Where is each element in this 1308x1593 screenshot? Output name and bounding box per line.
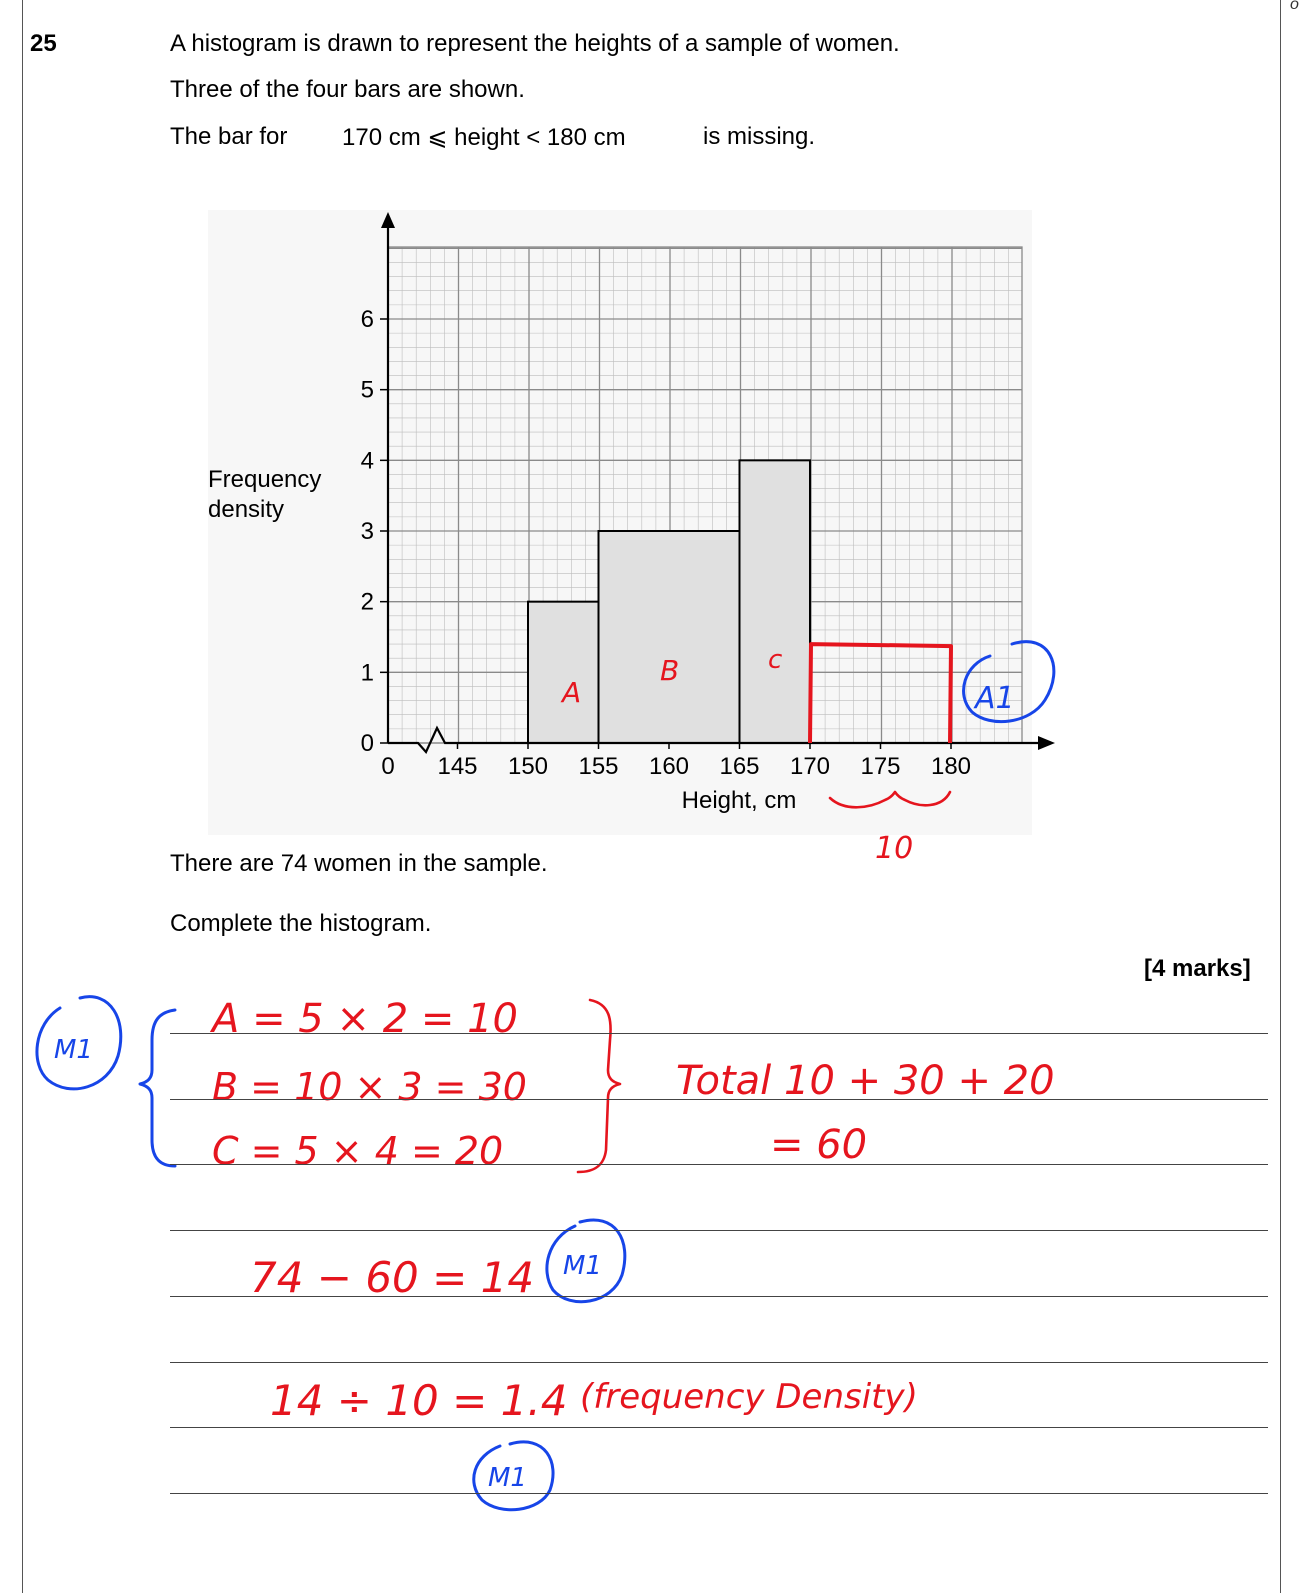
histogram-bar-b [599,531,740,743]
answer-line-7[interactable] [170,1427,1268,1428]
y-tick-label: 3 [360,518,374,545]
histogram-bar-a [528,602,599,743]
x-tick-label: 155 [578,753,619,780]
x-axis-arrow [1038,736,1055,750]
x-tick-label: 170 [789,753,831,780]
x-tick-labels [381,743,971,780]
question-line-1: A histogram is drawn to represent the heights of a sample of women. [170,30,900,57]
question-line-2: Three of the four bars are shown. [170,76,525,103]
y-tick-label: 0 [360,730,374,757]
answer-line-2[interactable] [170,1099,1268,1100]
y-tick-label: 4 [360,447,374,475]
m1-mark-2: M1 [563,1251,602,1281]
corner-mark: o [1290,0,1299,13]
density-note: (frequency Density) [580,1377,918,1417]
answer-line-6[interactable] [170,1362,1268,1363]
question-number: 25 [30,30,57,57]
x-tick-label: 150 [507,753,549,780]
y-tick-label: 5 [360,376,374,404]
marks-label: [4 marks] [1144,955,1251,982]
answer-line-5[interactable] [170,1296,1268,1297]
sample-size-text: There are 74 women in the sample. [170,850,548,877]
x-tick-label: 145 [437,753,478,780]
x-tick-label: 175 [860,753,901,780]
y-tick-label: 6 [360,306,374,333]
y-tick-labels [361,306,388,757]
y-axis-label-line-1: Frequency [208,466,322,493]
a1-mark: A1 [975,681,1015,716]
histogram-bar-c [740,460,811,743]
width-note: 10 [875,831,914,866]
work-b: B = 10 × 3 = 30 [212,1065,527,1109]
y-axis-arrow [381,212,395,228]
y-axis-label-line-2: density [208,496,285,523]
total-working: Total 10 + 30 + 20 [676,1058,1055,1104]
work-a: A = 5 × 2 = 10 [212,996,518,1042]
added-bar-outline [810,644,951,743]
bar-label-a: A [562,676,582,709]
total-result: = 60 [770,1122,868,1168]
missing-bar-range: 170 cm ⩽ height < 180 cm [342,124,626,151]
m1-mark-3: M1 [488,1463,527,1493]
bar-label-c: c [768,645,783,675]
answer-line-4[interactable] [170,1230,1268,1231]
answer-line-3[interactable] [170,1164,1268,1165]
y-tick-label: 1 [360,659,374,687]
density-working: 14 ÷ 10 = 1.4 [270,1376,568,1425]
x-tick-label: 160 [648,753,690,780]
x-tick-label: 165 [719,753,760,780]
x-axis-label: Height, cm [681,787,797,814]
x-tick-label: 180 [930,753,972,780]
work-c: C = 5 × 4 = 20 [212,1129,504,1173]
bar-label-b: B [660,654,680,687]
y-tick-label: 2 [360,588,374,616]
remaining-working: 74 − 60 = 14 [250,1253,535,1302]
right-brace [578,1000,620,1172]
added-bar-170-180 [810,644,951,743]
missing-bar-suffix: is missing. [703,123,816,150]
m1-mark-1: M1 [54,1035,93,1065]
missing-bar-prefix: The bar for [170,123,288,150]
instruction-text: Complete the histogram. [170,910,432,937]
x-tick-label: 0 [381,753,395,780]
answer-line-1[interactable] [170,1033,1268,1034]
answer-line-8[interactable] [170,1493,1268,1494]
width-brace [830,792,950,807]
